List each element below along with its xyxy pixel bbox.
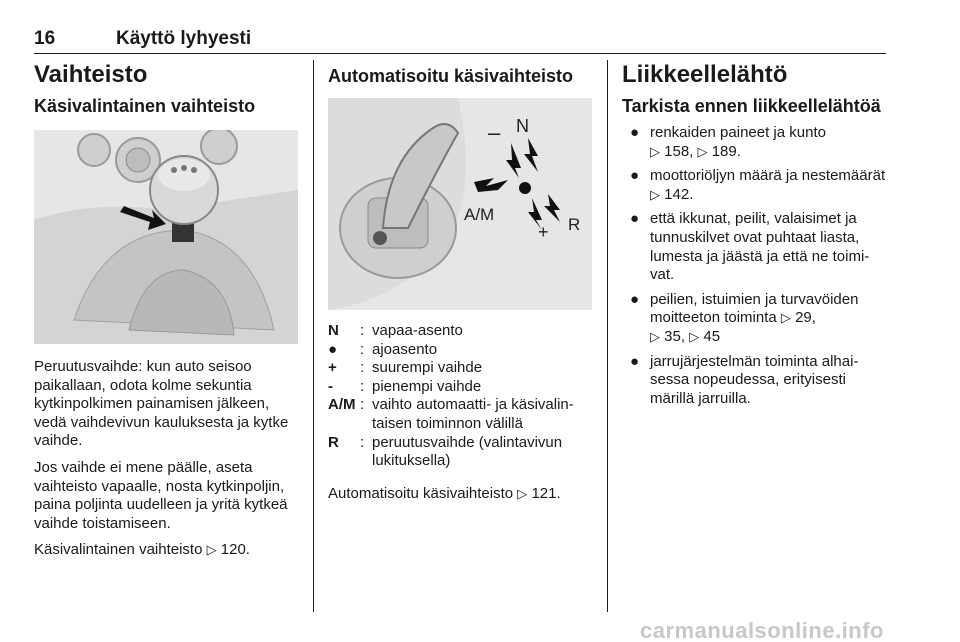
reverse-gear-paragraph: Peruutusvaihde: kun auto seisoo paikallaan, odota kolme sekuntia kytkinpolkimen painamisen jälkeen, vedä vaihdevivun kauluksesta ja kytke vaihde. — [34, 358, 289, 450]
legend-row: - : pienempi vaihde — [328, 377, 482, 395]
label-auto-manual: A/M — [464, 205, 495, 224]
list-item: ● moottoriöljyn määrä ja nestemäärät ▷ 142. — [630, 167, 886, 203]
subsection-title: Tarkista ennen liikkeellelähtöä — [622, 96, 881, 116]
page-reference: 142. — [664, 185, 694, 203]
page-reference-icon: ▷ — [650, 186, 660, 202]
selector-legend — [328, 322, 594, 471]
subsection-title: Automatisoitu käsivaihteisto — [328, 66, 574, 86]
page-reference-icon: ▷ — [517, 485, 528, 501]
manual-gearshift-illustration — [34, 130, 298, 344]
page-reference-icon: ▷ — [650, 143, 660, 159]
page-reference: 121. — [531, 484, 561, 502]
legend-row: R : peruutusvaihde (valintavivun lukituksella) — [328, 433, 563, 470]
page-reference-icon: ▷ — [689, 328, 700, 344]
running-title: Käyttö lyhyesti — [116, 28, 252, 49]
selector-drawing — [328, 98, 592, 310]
legend-row: A/M : vaihto automaatti- ja käsivalintaisen toiminnon välillä — [328, 396, 574, 432]
list-item: ● jarrujärjestelmän toiminta alhaisessa nopeudessa, erityisesti märillä jarruilla. — [630, 352, 859, 407]
section-title: Liikkeellelähtö — [622, 61, 788, 88]
automated-gearshift-illustration — [328, 98, 592, 310]
page-reference-icon: ▷ — [650, 328, 660, 344]
column-automated-transmission — [328, 60, 594, 503]
subsection-title: Käsivalintainen vaihteisto — [34, 96, 256, 116]
page-reference: 158, ▷ 189. — [664, 142, 741, 160]
page-reference-icon: ▷ — [206, 542, 217, 558]
gearshift-drawing — [34, 130, 298, 344]
legend-row: N : vapaa-asento — [328, 322, 463, 339]
legend-row: ● : ajoasento — [328, 340, 438, 358]
cross-reference-paragraph: Käsivalintainen vaihteisto ▷ 120. — [34, 541, 250, 559]
bullet-icon: ● — [630, 124, 640, 141]
list-item: ● renkaiden paineet ja kunto ▷ 158, ▷ 189. — [630, 124, 826, 160]
checklist — [622, 124, 888, 408]
label-minus: – — [488, 120, 501, 145]
page-reference: 120. — [220, 541, 250, 559]
legend-row: + : suurempi vaihde — [328, 359, 483, 377]
column-manual-transmission — [34, 60, 300, 560]
bullet-icon: ● — [630, 352, 640, 370]
page-reference-icon: ▷ — [697, 143, 708, 159]
section-title: Vaihteisto — [34, 61, 148, 88]
page-header — [34, 26, 886, 54]
gear-not-engaging-paragraph: Jos vaihde ei mene päälle, aseta vaihteisto vapaalle, nosta kytkinpoljin, paina poljinta uudelleen ja yritä kytkeä vaihde toistamiseen. — [34, 458, 288, 532]
cross-reference-paragraph: Automatisoitu käsivaihteisto ▷ 121. — [328, 484, 561, 502]
bullet-icon: ● — [630, 167, 640, 185]
column-starting-off — [622, 60, 888, 414]
column-divider — [607, 60, 608, 612]
column-divider — [313, 60, 314, 612]
list-item: ● että ikkunat, peilit, valaisimet ja tunnuskilvet ovat puhtaat liasta, lumesta ja jäästä ja että ne toimivat. — [630, 210, 870, 284]
bullet-icon: ● — [630, 210, 640, 228]
label-reverse: R — [568, 215, 581, 234]
page-reference-icon: ▷ — [780, 310, 791, 326]
page-number: 16 — [34, 28, 56, 49]
label-neutral: N — [516, 116, 529, 136]
label-plus: + — [538, 222, 549, 242]
bullet-icon: ● — [630, 290, 640, 308]
list-item: ● peilien, istuimien ja turvavöiden moitteeton toiminta ▷ 29, ▷ 35, ▷ 45 — [630, 290, 859, 345]
page-reference: 29, ▷ 35, ▷ 45 — [650, 309, 816, 345]
watermark: carmanualsonline.info — [640, 618, 884, 642]
